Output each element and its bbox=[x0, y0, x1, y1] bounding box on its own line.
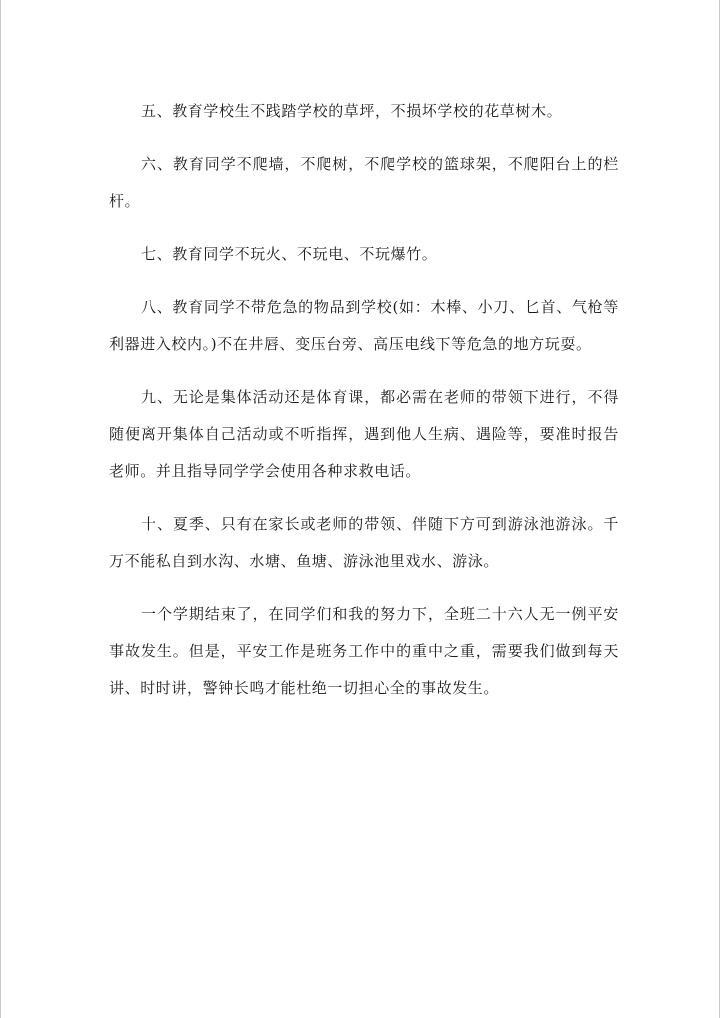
paragraph-item-10: 十、夏季、只有在家长或老师的带领、伴随下方可到游泳池游泳。千万不能私自到水沟、水塘、鱼塘、游泳池里戏水、游泳。 bbox=[109, 515, 619, 570]
paragraph-item-5: 五、教育学校生不践踏学校的草坪，不损坏学校的花草树木。 bbox=[141, 102, 563, 120]
paragraph-item-7: 七、教育同学不玩火、不玩电、不玩爆竹。 bbox=[141, 245, 438, 263]
paragraph-item-9: 九、无论是集体活动还是体育课，都必需在老师的带领下进行，不得随便离开集体自己活动或不听指挥，遇到他人生病、遇险等，要准时报告老师。并且指导同学学会使用各种求救电话。 bbox=[109, 388, 619, 480]
paragraph-item-6: 六、教育同学不爬墙，不爬树，不爬学校的篮球架，不爬阳台上的栏杆。 bbox=[109, 155, 619, 210]
document-body bbox=[109, 93, 619, 723]
paragraph-item-8: 八、教育同学不带危急的物品到学校(如：木棒、小刀、匕首、气枪等利器进入校内。)不在井唇、变压台旁、高压电线下等危急的地方玩耍。 bbox=[109, 298, 619, 353]
summary-paragraph: 一个学期结束了，在同学们和我的努力下，全班二十六人无一例平安事故发生。但是，平安工作是班务工作中的重中之重，需要我们做到每天讲、时时讲，警钟长鸣才能杜绝一切担心全的事故发生。 bbox=[109, 605, 619, 697]
